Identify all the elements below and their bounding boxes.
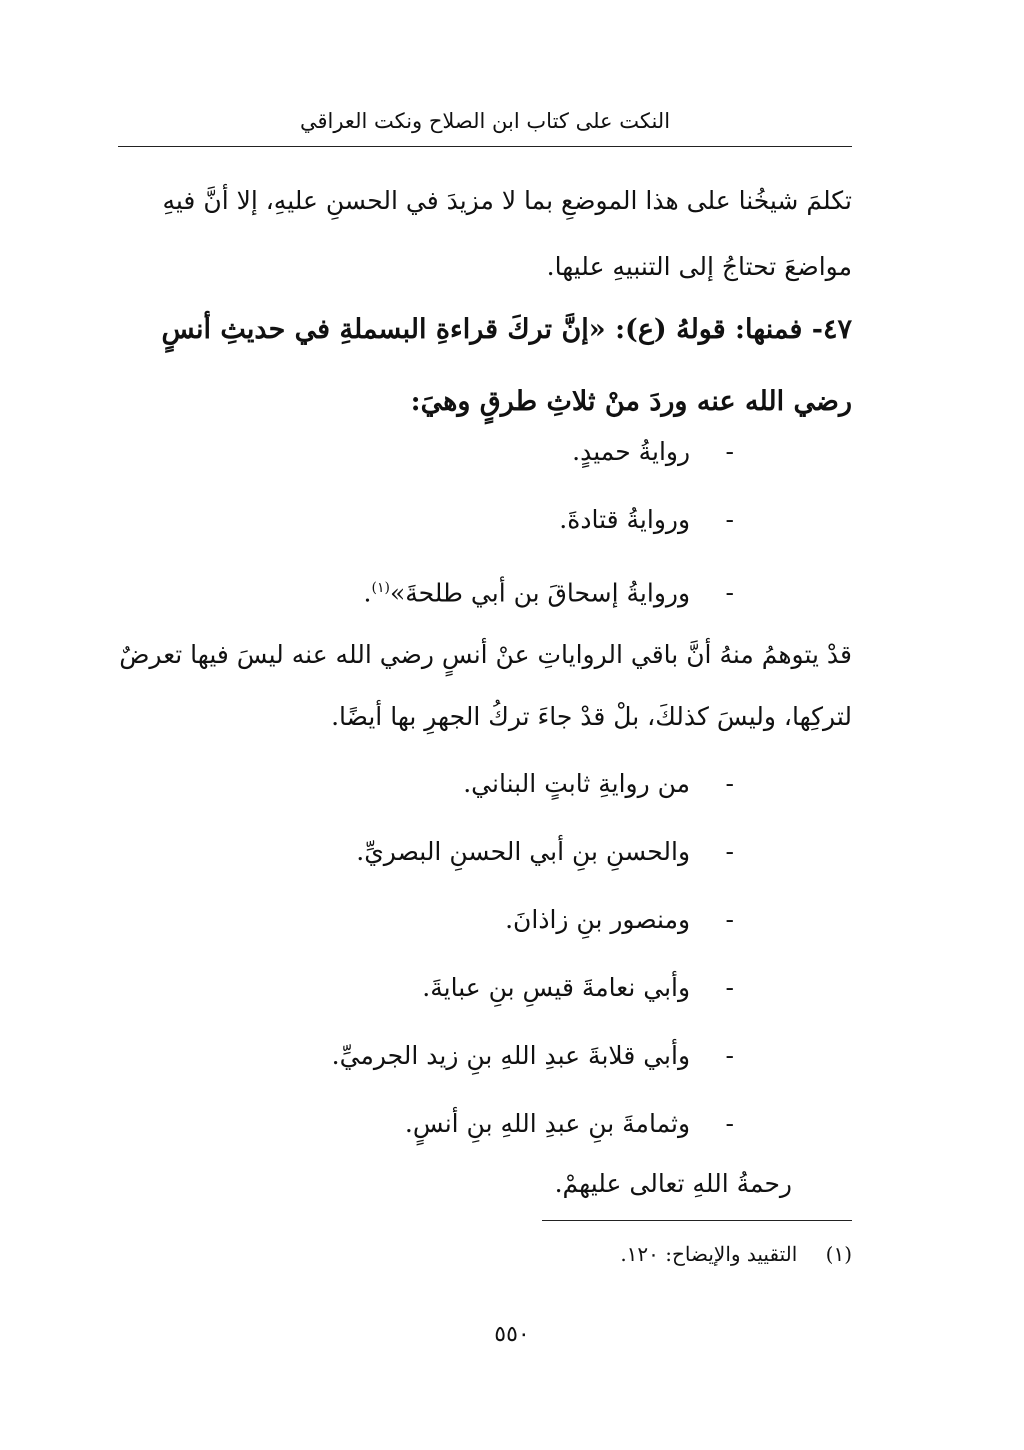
list-item: [94, 554, 734, 622]
list-item-text: من روايةِ ثابتٍ البناني.: [463, 769, 691, 798]
list-dash: -: [725, 905, 734, 934]
list-item: [94, 486, 734, 554]
list-item-text: وروايةُ إسحاقَ بن أبي طلحةَ»: [389, 578, 691, 608]
list-item: [94, 886, 734, 954]
list-dash: -: [725, 769, 734, 798]
list-item-text: والحسنِ بنِ أبي الحسنِ البصريِّ.: [356, 837, 691, 866]
narrations-list-one: [94, 418, 734, 622]
closing-line: رحمةُ اللهِ تعالى عليهمْ.: [554, 1169, 792, 1198]
list-item: [94, 418, 734, 486]
clarification-paragraph: قدْ يتوهمُ منهُ أنَّ باقي الرواياتِ عنْ أنسٍ رضي الله عنه ليسَ فيها تعرضٌ لتركِها، وليسَ كذلكَ، بلْ قدْ جاءَ تركُ الجهرِ بها أيضًا.: [119, 640, 852, 731]
section-number: ٤٧-: [811, 314, 852, 345]
list-item-text: روايةُ حميدٍ.: [572, 437, 691, 466]
list-item: [94, 1022, 734, 1090]
footnote-marker: (١): [371, 580, 390, 596]
section-47-paragraph: [118, 294, 852, 438]
list-dash: -: [725, 1109, 734, 1138]
footnote-rule: [542, 1220, 852, 1221]
list-dash: -: [725, 837, 734, 866]
list-dash: -: [725, 437, 734, 466]
footnote-number: (١): [825, 1242, 852, 1266]
list-dash: -: [725, 505, 734, 534]
header-rule: [118, 146, 852, 147]
list-item: [94, 818, 734, 886]
list-item-text: وثمامةَ بنِ عبدِ اللهِ بنِ أنسٍ.: [404, 1109, 691, 1138]
list-item: [94, 1090, 734, 1158]
list-item-text: وروايةُ قتادةَ.: [559, 505, 691, 534]
list-item-text: وأبي نعامةَ قيسِ بنِ عبايةَ.: [422, 973, 691, 1002]
intro-paragraph: تكلمَ شيخُنا على هذا الموضعِ بما لا مزيدَ في الحسنِ عليهِ، إلا أنَّ فيهِ مواضعَ تحتاجُ إلى التنبيهِ عليها.: [162, 186, 852, 281]
running-header: النكت على كتاب ابن الصلاح ونكت العراقي: [299, 109, 671, 133]
list-dash: -: [725, 973, 734, 1002]
list-item-trailing: .: [363, 578, 372, 608]
list-item-text: ومنصور بنِ زاذانَ.: [505, 905, 691, 934]
list-dash: -: [725, 578, 734, 608]
list-item: [94, 954, 734, 1022]
narrations-list-two: [94, 750, 734, 1158]
list-item-text: وأبي قلابةَ عبدِ اللهِ بنِ زيد الجرميِّ.: [331, 1041, 691, 1070]
footnote-text: التقييد والإيضاح: ١٢٠.: [620, 1242, 798, 1266]
list-dash: -: [725, 1041, 734, 1070]
section-text: فمنها: قولهُ (ع): «إنَّ تركَ قراءةِ البسملةِ في حديثِ أنسٍ رضي الله عنه وردَ منْ ثلاثِ طرقٍ وهيَ:: [161, 314, 852, 417]
list-item: [94, 750, 734, 818]
page-number: ٥٥٠: [494, 1322, 530, 1347]
footnote: [620, 1236, 852, 1272]
